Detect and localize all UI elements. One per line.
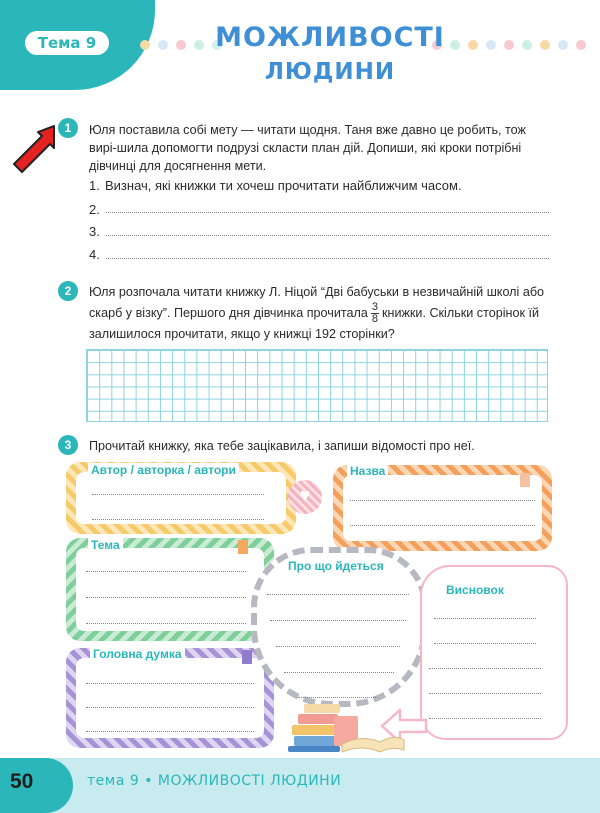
author-label: Автор / авторка / автори bbox=[88, 463, 239, 477]
answer-line[interactable] bbox=[106, 212, 549, 213]
about-line[interactable] bbox=[270, 620, 406, 621]
running-title: тема 9 • МОЖЛИВОСТІ ЛЮДИНИ bbox=[87, 773, 342, 789]
main-idea-label: Головна думка bbox=[90, 647, 185, 661]
answer-grid[interactable] bbox=[86, 349, 548, 422]
topic-badge: Тема 9 bbox=[25, 31, 109, 55]
theme-line[interactable] bbox=[86, 623, 246, 624]
page-title-line1: МОЖЛИВОСТІ bbox=[215, 22, 445, 53]
bookmark-ribbon-icon bbox=[238, 540, 248, 554]
task1-step-2: 2. bbox=[89, 202, 100, 217]
task1-step-4: 4. bbox=[89, 247, 100, 262]
task-number-3: 3 bbox=[58, 435, 78, 455]
author-line[interactable] bbox=[92, 519, 264, 520]
bookmark-ribbon-icon bbox=[242, 650, 252, 664]
task1-text: Юля поставила собі мету — читати щодня. Таня вже давно це робить, тож вирі-шила допомогти подрузі скласти план дій. Допиши, які кроки потрібні дівчинці для досягнення мети. bbox=[89, 123, 526, 173]
page-number-badge bbox=[0, 758, 73, 813]
theme-label: Тема bbox=[88, 538, 123, 552]
conclusion-line[interactable] bbox=[429, 693, 541, 694]
task-number-1: 1 bbox=[58, 118, 78, 138]
about-line[interactable] bbox=[276, 646, 400, 647]
answer-line[interactable] bbox=[106, 235, 549, 236]
task1-step-3: 3. bbox=[89, 224, 100, 239]
conclusion-line[interactable] bbox=[429, 668, 541, 669]
conclusion-line[interactable] bbox=[429, 718, 541, 719]
page-number: 50 bbox=[10, 770, 34, 793]
about-line[interactable] bbox=[267, 594, 409, 595]
theme-line[interactable] bbox=[86, 571, 246, 572]
name-line[interactable] bbox=[350, 500, 535, 501]
bookmark-ribbon-icon bbox=[520, 473, 530, 487]
task2-text: Юля розпочала читати книжку Л. Ніцой “Дві бабуськи в незвичайній школі або скарб у візку”. Першого дня дівчинка прочитала $\frac{3}{8}$ книжки. Скільки сторінок їй залишилося прочитати, якщо у книжці 192 сторінки? bbox=[89, 285, 545, 341]
conclusion-label: Висновок bbox=[443, 583, 507, 597]
heart-icon: ♥ bbox=[288, 480, 322, 514]
main-idea-line[interactable] bbox=[86, 731, 254, 732]
main-idea-line[interactable] bbox=[86, 683, 254, 684]
task3-text: Прочитай книжку, яка тебе зацікавила, і запиши відомості про неї. bbox=[89, 439, 475, 453]
about-line[interactable] bbox=[284, 672, 394, 673]
theme-line[interactable] bbox=[86, 597, 246, 598]
main-idea-line[interactable] bbox=[86, 707, 254, 708]
author-line[interactable] bbox=[92, 494, 264, 495]
task-number-2: 2 bbox=[58, 281, 78, 301]
pointer-arrow-icon bbox=[10, 124, 58, 174]
page-title-line2: ЛЮДИНИ bbox=[264, 59, 396, 85]
books-illustration bbox=[288, 698, 408, 756]
fraction: $\frac{3}{8}$ bbox=[371, 301, 378, 325]
name-line[interactable] bbox=[350, 525, 535, 526]
task1-step-1: 1. Визнач, які книжки ти хочеш прочитати найближчим часом. bbox=[89, 178, 462, 193]
answer-line[interactable] bbox=[106, 258, 549, 259]
conclusion-line[interactable] bbox=[434, 643, 536, 644]
name-label: Назва bbox=[347, 464, 388, 478]
about-label: Про що йдеться bbox=[285, 559, 387, 573]
conclusion-line[interactable] bbox=[434, 618, 536, 619]
